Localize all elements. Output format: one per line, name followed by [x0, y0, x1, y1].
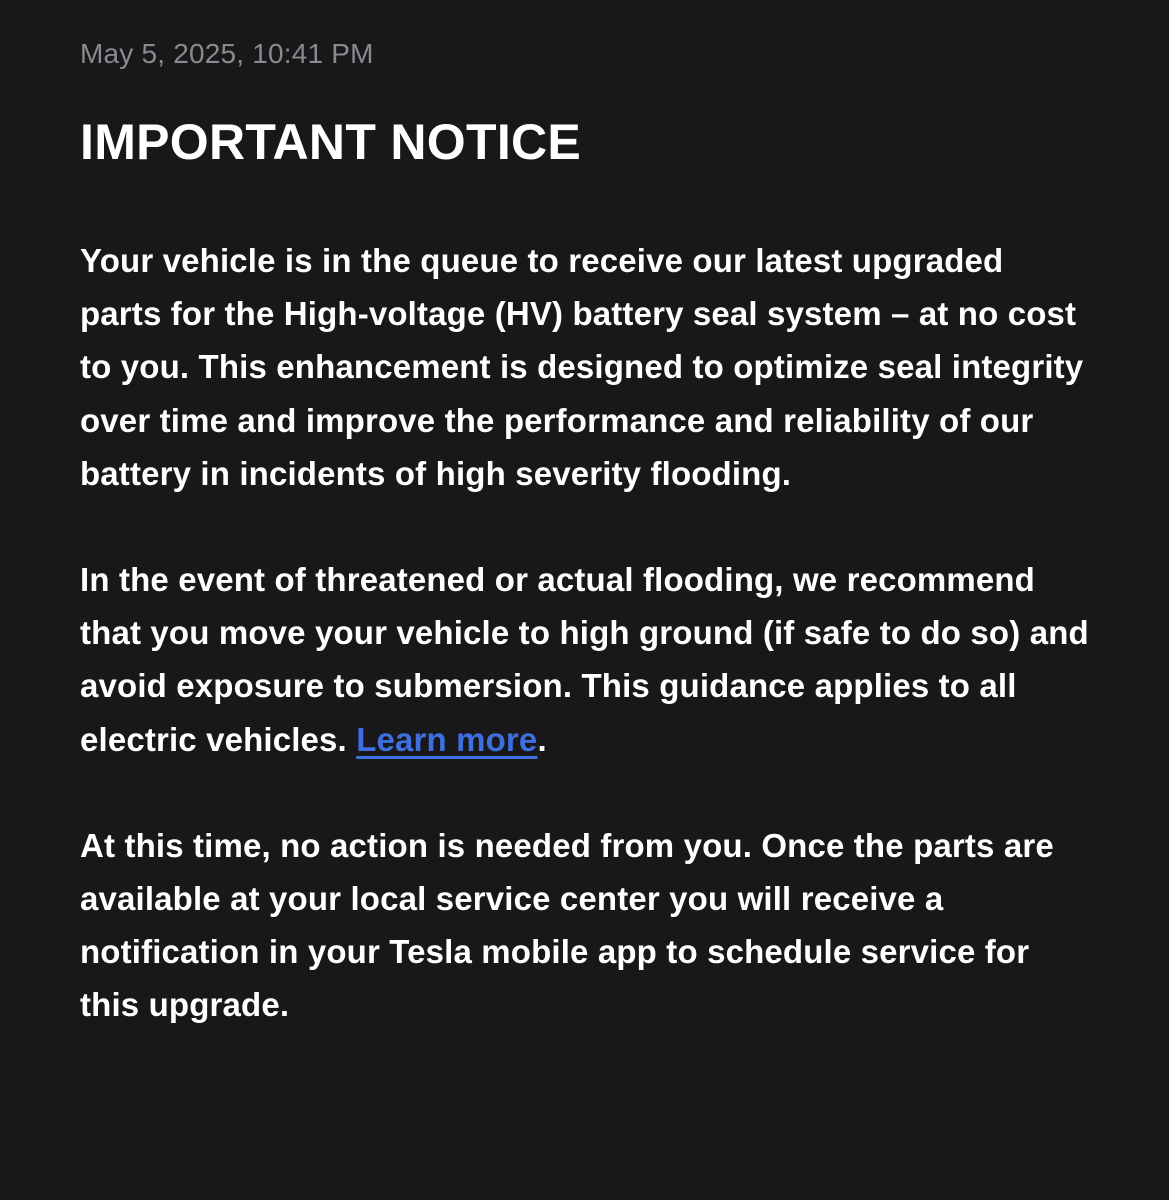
message-timestamp: May 5, 2025, 10:41 PM: [80, 38, 374, 69]
notice-paragraph-3: At this time, no action is needed from you. Once the parts are available at your local service center you will receive a notification in your Tesla mobile app to schedule service for this upgrade.: [80, 826, 1054, 1024]
notice-paragraph-2-end: .: [537, 720, 547, 758]
notice-title: IMPORTANT NOTICE: [80, 114, 582, 170]
notice-paragraph-2: [80, 553, 1090, 766]
notice-message: [80, 36, 1090, 1032]
notice-paragraph-2-text: In the event of threatened or actual flooding, we recommend that you move your vehicle to high ground (if safe to do so) and avoid exposure to submersion. This guidance applies to all electric vehicles.: [80, 561, 1089, 758]
notice-paragraph-1: Your vehicle is in the queue to receive our latest upgraded parts for the High-voltage (HV) battery seal system – at no cost to you. This enhancement is designed to optimize seal integrity over time and improve the performance and reliability of our battery in incidents of high severity flooding.: [80, 242, 1084, 492]
learn-more-link[interactable]: Learn more: [356, 720, 538, 758]
